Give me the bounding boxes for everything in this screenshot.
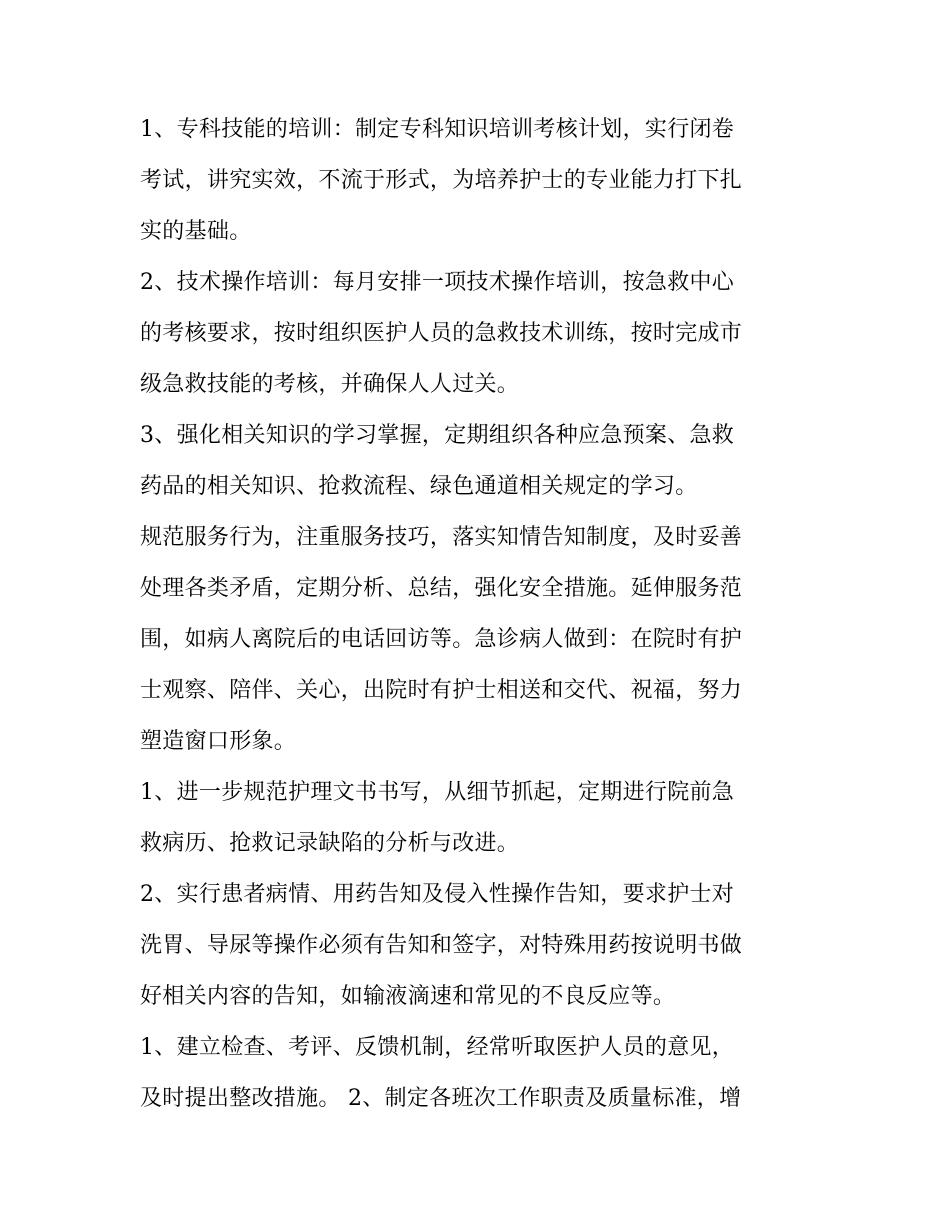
text-line: 3、强化相关知识的学习掌握，定期组织各种应急预案、急救: [140, 423, 735, 448]
text-line: 规范服务行为，注重服务技巧，落实知情告知制度，及时妥善: [140, 525, 743, 550]
text-line: 2、技术操作培训：每月安排一项技术操作培训，按急救中心: [140, 270, 735, 295]
text-line: 洗胃、导尿等操作必须有告知和签字，对特殊用药按说明书做: [140, 933, 743, 958]
text-line: 1、进一步规范护理文书书写，从细节抓起，定期进行院前急: [140, 780, 735, 805]
text-line: 塑造窗口形象。: [140, 729, 297, 754]
text-line: 2、实行患者病情、用药告知及侵入性操作告知，要求护士对: [140, 882, 735, 907]
text-line: 处理各类矛盾，定期分析、总结，强化安全措施。延伸服务范: [140, 576, 743, 601]
text-line: 及时提出整改措施。 2、制定各班次工作职责及质量标准，增: [140, 1086, 742, 1111]
text-line: 考试，讲究实效，不流于形式，为培养护士的专业能力打下扎: [140, 168, 743, 193]
text-line: 围，如病人离院后的电话回访等。急诊病人做到：在院时有护: [140, 627, 743, 652]
text-line: 好相关内容的告知，如输液滴速和常见的不良反应等。: [140, 984, 676, 1009]
text-line: 级急救技能的考核，并确保人人过关。: [140, 372, 520, 397]
text-line: 实的基础。: [140, 219, 252, 244]
text-line: 士观察、陪伴、关心，出院时有护士相送和交代、祝福，努力: [140, 678, 743, 703]
text-line: 救病历、抢救记录缺陷的分析与改进。: [140, 831, 520, 856]
document-body: [140, 104, 820, 1124]
text-line: 药品的相关知识、抢救流程、绿色通道相关规定的学习。: [140, 474, 698, 499]
text-line: 1、建立检查、考评、反馈机制，经常听取医护人员的意见，: [140, 1035, 735, 1060]
text-line: 的考核要求，按时组织医护人员的急救技术训练，按时完成市: [140, 321, 743, 346]
text-line: 1、专科技能的培训：制定专科知识培训考核计划，实行闭卷: [140, 117, 735, 142]
